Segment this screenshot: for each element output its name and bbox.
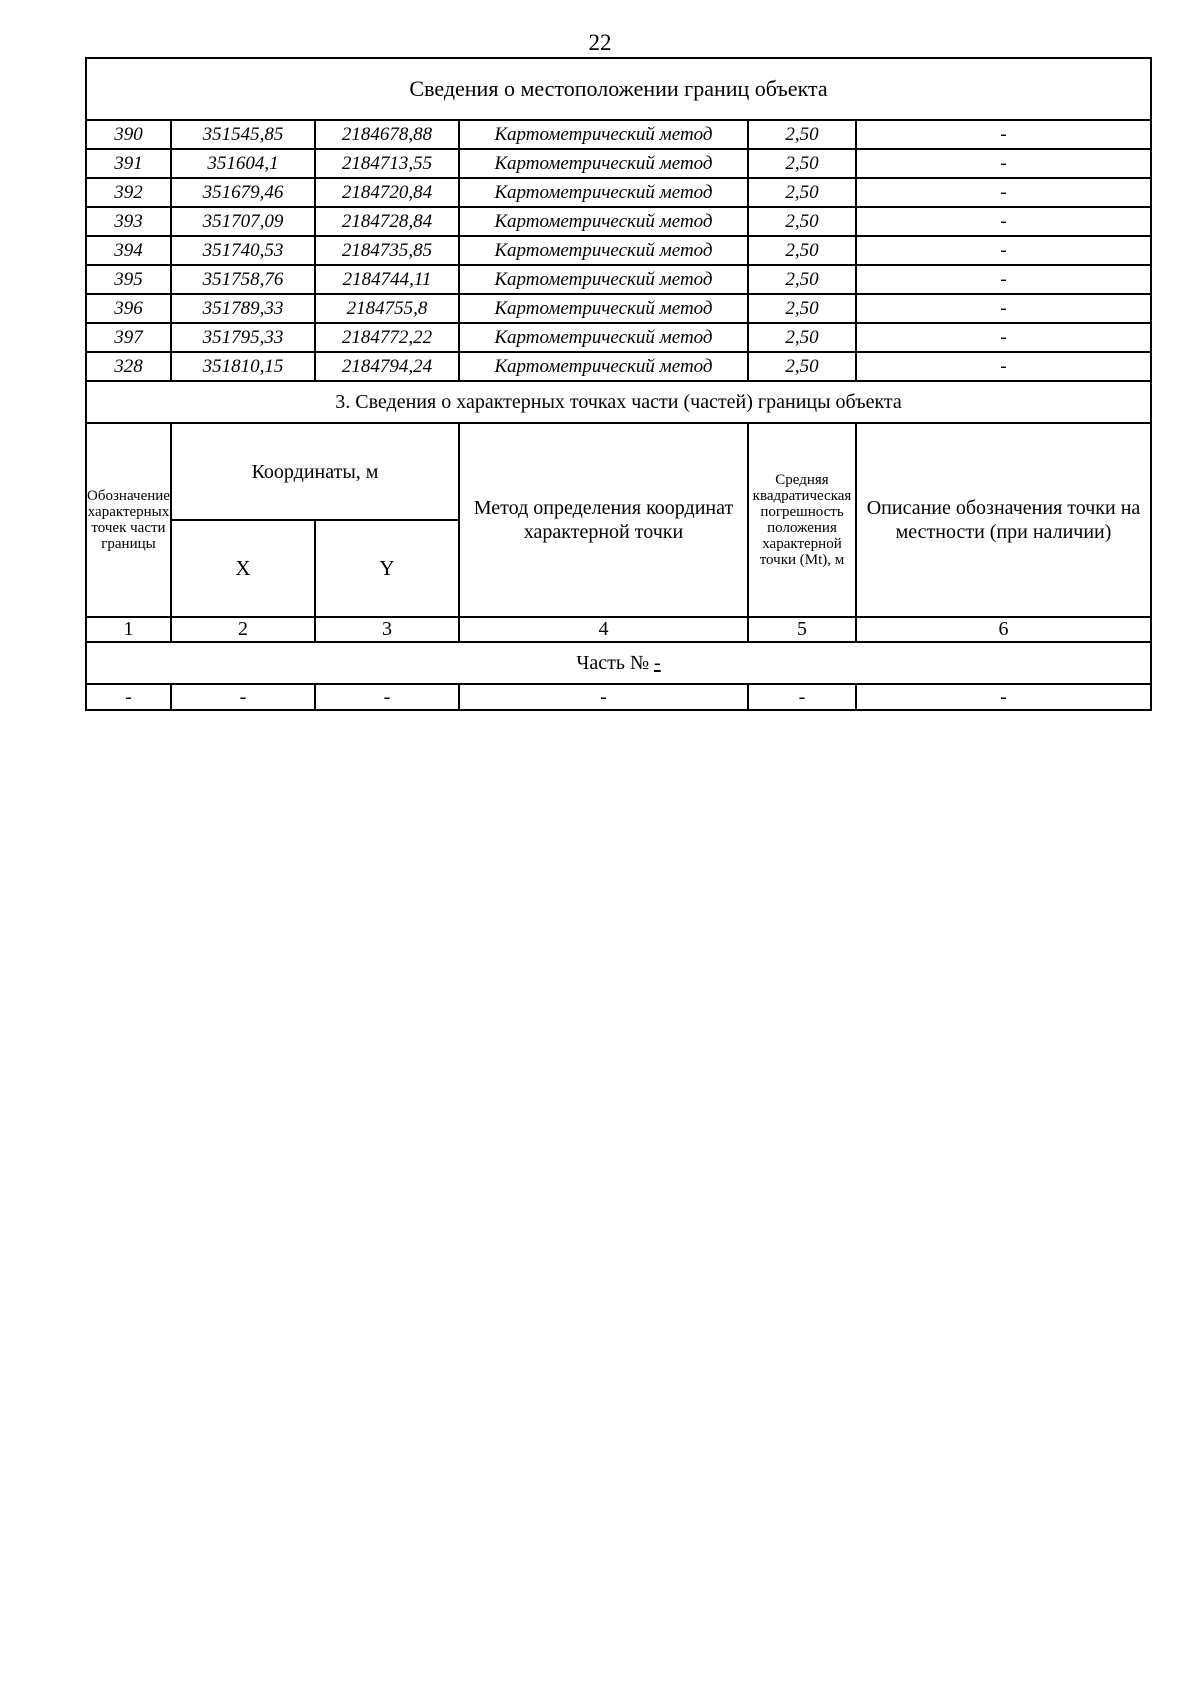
mt-cell: 2,50 [748,294,856,323]
description-cell: - [856,323,1151,352]
x-cell: 351707,09 [171,207,315,236]
empty-cell: - [748,684,856,710]
x-cell: 351740,53 [171,236,315,265]
x-cell: 351810,15 [171,352,315,381]
point-cell: 395 [86,265,171,294]
section-title: Сведения о местоположении границ объекта [86,58,1151,120]
x-cell: 351604,1 [171,149,315,178]
y-cell: 2184728,84 [315,207,459,236]
description-cell: - [856,149,1151,178]
description-cell: - [856,207,1151,236]
mt-cell: 2,50 [748,265,856,294]
point-cell: 394 [86,236,171,265]
column-number: 6 [856,617,1151,642]
x-cell: 351789,33 [171,294,315,323]
point-cell: 397 [86,323,171,352]
column-number-row [86,617,1151,642]
description-cell: - [856,352,1151,381]
column-number: 4 [459,617,748,642]
method-cell: Картометрический метод [459,236,748,265]
section-title-row [86,58,1151,120]
empty-cell: - [459,684,748,710]
header-y: Y [315,520,459,617]
method-cell: Картометрический метод [459,323,748,352]
part-row [86,642,1151,684]
y-cell: 2184678,88 [315,120,459,149]
x-cell: 351679,46 [171,178,315,207]
part-cell [86,642,1151,684]
method-cell: Картометрический метод [459,207,748,236]
table-row [86,236,1151,265]
section-3-row [86,381,1151,423]
description-cell: - [856,265,1151,294]
empty-cell: - [171,684,315,710]
table-row [86,684,1151,710]
header-row [86,423,1151,520]
x-cell: 351795,33 [171,323,315,352]
mt-cell: 2,50 [748,236,856,265]
description-cell: - [856,294,1151,323]
table-row [86,120,1151,149]
header-description: Описание обозначения точки на местности (при наличии) [856,423,1151,617]
empty-cell: - [856,684,1151,710]
header-mt: Средняя квадратическая погрешность положения характерной точки (Mt), м [748,423,856,617]
table-row [86,323,1151,352]
method-cell: Картометрический метод [459,265,748,294]
header-coordinates: Координаты, м [171,423,459,520]
point-cell: 392 [86,178,171,207]
description-cell: - [856,178,1151,207]
empty-cell: - [86,684,171,710]
x-cell: 351545,85 [171,120,315,149]
mt-cell: 2,50 [748,120,856,149]
table-row [86,265,1151,294]
y-cell: 2184755,8 [315,294,459,323]
mt-cell: 2,50 [748,178,856,207]
boundary-table [85,57,1152,711]
description-cell: - [856,120,1151,149]
y-cell: 2184735,85 [315,236,459,265]
method-cell: Картометрический метод [459,178,748,207]
column-number: 3 [315,617,459,642]
mt-cell: 2,50 [748,352,856,381]
table-row [86,149,1151,178]
page-number: 22 [588,30,612,55]
table-row [86,207,1151,236]
header-designation: Обозначение характерных точек части границы [86,423,171,617]
x-cell: 351758,76 [171,265,315,294]
part-label: Часть № [576,651,650,674]
method-cell: Картометрический метод [459,120,748,149]
y-cell: 2184720,84 [315,178,459,207]
part-value: - [654,651,661,674]
method-cell: Картометрический метод [459,294,748,323]
point-cell: 396 [86,294,171,323]
point-cell: 328 [86,352,171,381]
column-number: 1 [86,617,171,642]
table-row [86,352,1151,381]
section-3-title: 3. Сведения о характерных точках части (частей) границы объекта [86,381,1151,423]
mt-cell: 2,50 [748,207,856,236]
y-cell: 2184794,24 [315,352,459,381]
y-cell: 2184772,22 [315,323,459,352]
method-cell: Картометрический метод [459,149,748,178]
description-cell: - [856,236,1151,265]
table-row [86,178,1151,207]
table-row [86,294,1151,323]
empty-cell: - [315,684,459,710]
mt-cell: 2,50 [748,149,856,178]
y-cell: 2184744,11 [315,265,459,294]
method-cell: Картометрический метод [459,352,748,381]
point-cell: 393 [86,207,171,236]
header-x: X [171,520,315,617]
column-number: 2 [171,617,315,642]
point-cell: 390 [86,120,171,149]
point-cell: 391 [86,149,171,178]
column-number: 5 [748,617,856,642]
header-method: Метод определения координат характерной точки [459,423,748,617]
mt-cell: 2,50 [748,323,856,352]
y-cell: 2184713,55 [315,149,459,178]
